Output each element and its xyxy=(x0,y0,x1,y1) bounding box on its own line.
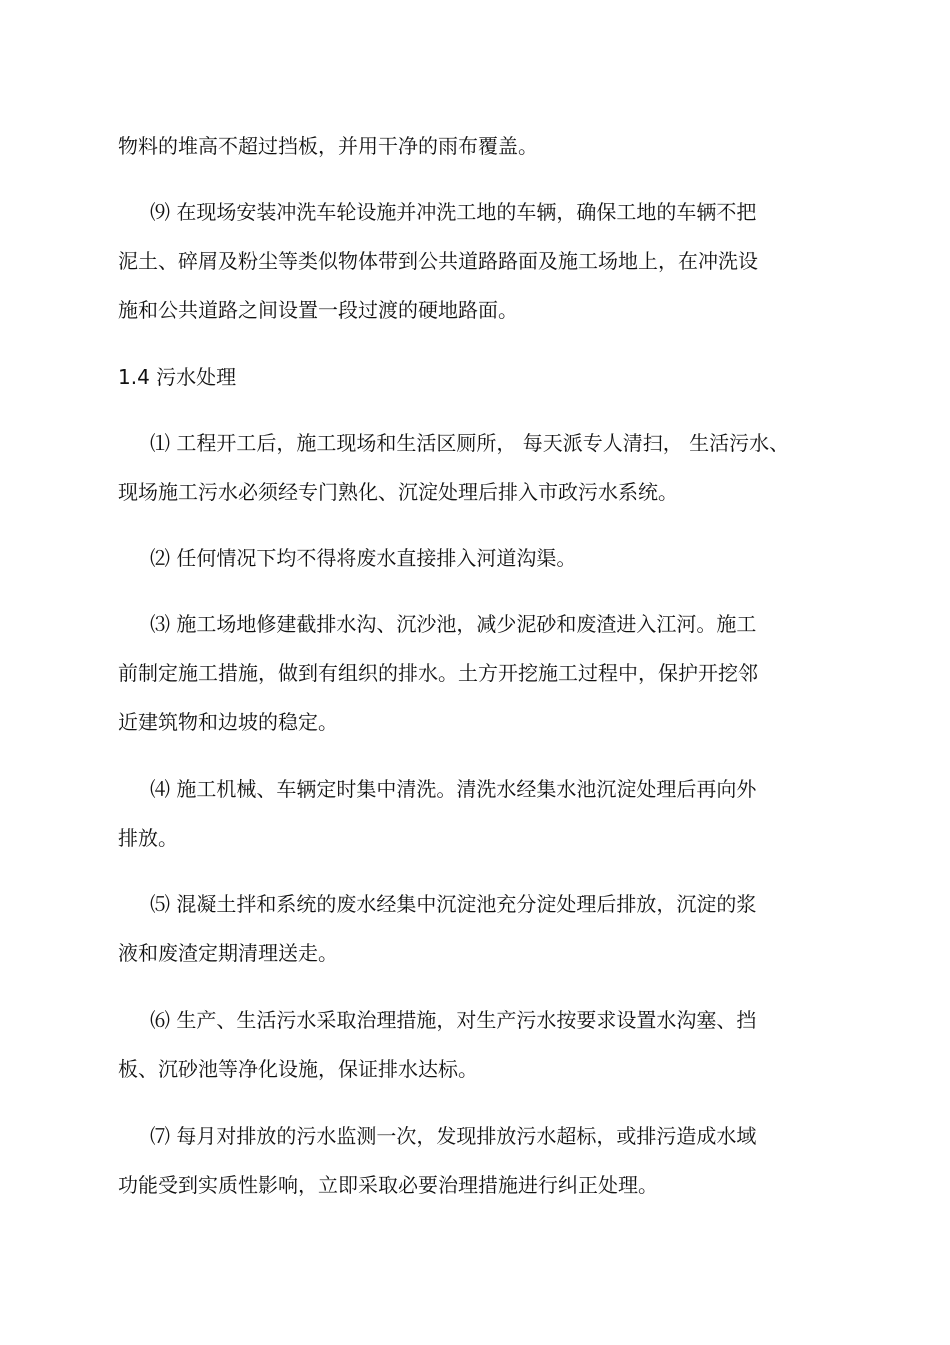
list-item-9-line-2: 泥土、碎屑及粉尘等类似物体带到公共道路路面及施工场地上，在冲洗设 xyxy=(118,249,758,273)
list-item-6-line-1: ⑹ 生产、生活污水采取治理措施，对生产污水按要求设置水沟塞、挡 xyxy=(150,1008,757,1032)
list-item-4-line-2: 排放。 xyxy=(118,826,178,850)
list-item-9-line-3: 施和公共道路之间设置一段过渡的硬地路面。 xyxy=(118,298,518,322)
list-item-7-line-2: 功能受到实质性影响，立即采取必要治理措施进行纠正处理。 xyxy=(118,1173,658,1197)
list-item-5-line-2: 液和废渣定期清理送走。 xyxy=(118,941,338,965)
list-item-7-line-1: ⑺ 每月对排放的污水监测一次，发现排放污水超标，或排污造成水域 xyxy=(150,1124,757,1148)
list-item-3-line-1: ⑶ 施工场地修建截排水沟、沉沙池，减少泥砂和废渣进入江河。施工 xyxy=(150,612,757,636)
section-heading: 1.4 污水处理 xyxy=(118,365,237,389)
text-line-continuation: 物料的堆高不超过挡板，并用干净的雨布覆盖。 xyxy=(118,134,538,158)
list-item-6-line-2: 板、沉砂池等净化设施，保证排水达标。 xyxy=(118,1057,478,1081)
list-item-1-line-2: 现场施工污水必须经专门熟化、沉淀处理后排入市政污水系统。 xyxy=(118,480,678,504)
list-item-2-line-1: ⑵ 任何情况下均不得将废水直接排入河道沟渠。 xyxy=(150,546,577,570)
list-item-1-line-1: ⑴ 工程开工后，施工现场和生活区厕所， 每天派专人清扫， 生活污水、 xyxy=(150,431,790,455)
list-item-5-line-1: ⑸ 混凝土拌和系统的废水经集中沉淀池充分淀处理后排放，沉淀的浆 xyxy=(150,892,757,916)
list-item-3-line-3: 近建筑物和边坡的稳定。 xyxy=(118,710,338,734)
list-item-4-line-1: ⑷ 施工机械、车辆定时集中清洗。清洗水经集水池沉淀处理后再向外 xyxy=(150,777,757,801)
list-item-9-line-1: ⑼ 在现场安装冲洗车轮设施并冲洗工地的车辆，确保工地的车辆不把 xyxy=(150,200,757,224)
list-item-3-line-2: 前制定施工措施，做到有组织的排水。土方开挖施工过程中，保护开挖邻 xyxy=(118,661,758,685)
